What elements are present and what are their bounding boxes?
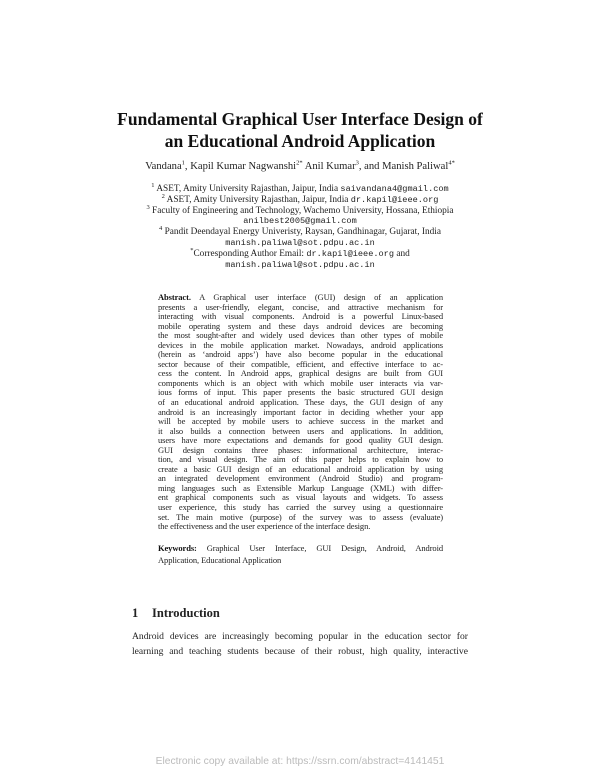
keywords-label: Keywords: <box>158 543 197 553</box>
abstract-line: it also builds a connection between users and applications. In addition, <box>158 426 443 436</box>
affiliation <box>0 203 600 217</box>
abstract-label: Abstract. <box>158 293 191 302</box>
affiliations <box>0 181 600 270</box>
abstract-line: (herein as ‘android apps’) have also become popular in the educational <box>158 350 443 360</box>
abstract-line: an integrated development environment (Android Studio) and program- <box>158 474 443 484</box>
title-line: an Educational Android Application <box>164 131 436 151</box>
email: dr.kapil@ieee.org <box>350 194 439 205</box>
affiliation <box>0 227 600 238</box>
abstract-line: the effectiveness and the user experience of the interface design. <box>158 522 371 532</box>
author: Vandana <box>145 161 182 172</box>
aff-text: Corresponding Author Email: <box>193 248 307 259</box>
author: , Kapil Kumar Nagwanshi <box>184 161 297 172</box>
keywords-text: Graphical User Interface, GUI Design, Android, Android <box>196 543 443 553</box>
email: manish.paliwal@sot.pdpu.ac.in <box>225 237 375 248</box>
aff-text: Pandit Deendayal Energy Univeristy, Raysan, Gandhinagar, Gujarat, India <box>162 227 441 238</box>
abstract-line <box>158 293 443 303</box>
author-list <box>0 160 600 173</box>
author: , and Manish Paliwal <box>358 161 449 172</box>
author-sup: 3 <box>355 159 359 167</box>
email: anilbest2005@gmail.com <box>243 216 357 227</box>
section-number: 1 <box>132 606 139 620</box>
abstract-line: tion, and visual design. The aim of this paper helps to explain how to <box>158 455 443 465</box>
author-sup: 4* <box>448 159 455 167</box>
abstract-line: devices in the mobile application market. Nowadays, android applications <box>158 340 443 350</box>
abstract-line: components which is an object with which mobile user interacts via var- <box>158 378 443 388</box>
author: Anil Kumar <box>302 161 356 172</box>
aff-text: and <box>394 248 410 259</box>
abstract-line: GUI design contains three phases: informational architecture, interac- <box>158 445 443 455</box>
affiliation <box>0 181 600 195</box>
paper-title <box>0 108 600 152</box>
ssrn-footer: Electronic copy available at: https://ssrn.com/abstract=4141451 <box>155 756 445 767</box>
title-line: Fundamental Graphical User Interface Design of <box>117 109 483 129</box>
aff-sup: 2 <box>161 192 165 200</box>
aff-sup: * <box>190 246 194 254</box>
abstract-line: create a basic GUI design of an educational android application by using <box>158 464 443 474</box>
aff-sup: 4 <box>159 225 163 233</box>
abstract-line: interacting with visual components. Android is a powerful Linux-based <box>158 312 443 322</box>
email: dr.kapil@ieee.org <box>306 248 394 259</box>
aff-sup: 3 <box>146 203 150 211</box>
section-heading <box>132 606 220 621</box>
keywords <box>158 542 443 566</box>
section-title: Introduction <box>152 606 220 620</box>
abstract-line: mobile operating system and these days android devices are becoming <box>158 321 443 331</box>
email: saivandana4@gmail.com <box>340 184 449 194</box>
abstract-line: user experience, this study has carried the survey using a questionnaire <box>158 503 443 513</box>
aff-sup: 1 <box>151 181 155 189</box>
email: manish.paliwal@sot.pdpu.ac.in <box>225 259 375 270</box>
abstract-line: set. The main motive (purpose) of the survey was to assess (evaluate) <box>158 512 443 522</box>
body-text <box>132 629 468 659</box>
aff-text: Faculty of Engineering and Technology, Wachemo University, Hossana, Ethiopia <box>149 205 454 216</box>
author-sup: 2* <box>296 159 303 167</box>
abstract-text: A Graphical user interface (GUI) design of an application <box>190 293 443 302</box>
abstract-line: ming languages such as Extensible Markup Language (XML) with differ- <box>158 483 443 493</box>
abstract-line: of an educational android application. These days, the GUI design of any <box>158 398 443 408</box>
abstract-line: the most sought-after and widely used devices than other types of mobile <box>158 331 443 341</box>
abstract-line: will be accepted by mobile users to achieve success in the market and <box>158 417 443 427</box>
aff-text: ASET, Amity University Rajasthan, Jaipur, India <box>164 194 351 205</box>
abstract-line: sector because of their compatible, efficient, and effective interface to ac- <box>158 359 443 369</box>
abstract <box>158 293 443 532</box>
abstract-line: presents a user-friendly, elegant, concise, and attractive mechanism for <box>158 302 443 312</box>
body-line: Android devices are increasingly becoming popular in the education sector for <box>132 631 468 642</box>
author-sup: 1 <box>181 159 185 167</box>
keywords-text: Application, Educational Application <box>158 555 282 565</box>
affiliation <box>0 192 600 206</box>
abstract-line: android is an increasingly important factor in deciding whether your app <box>158 407 443 417</box>
aff-text: ASET, Amity University Rajasthan, Jaipur, India <box>154 184 341 194</box>
body-line: learning and teaching students because of their robust, high quality, interactive <box>132 646 468 657</box>
abstract-line: ious forms of input. This paper presents the basic structured GUI design <box>158 388 443 398</box>
abstract-line: users have more expectations and demands for good quality GUI design. <box>158 436 443 446</box>
abstract-line: cess the content. In Android apps, graphical designs are built from GUI <box>158 369 443 379</box>
abstract-line: ent graphical components such as visual layouts and widgets. To assess <box>158 493 443 503</box>
corresponding-author <box>0 246 600 260</box>
